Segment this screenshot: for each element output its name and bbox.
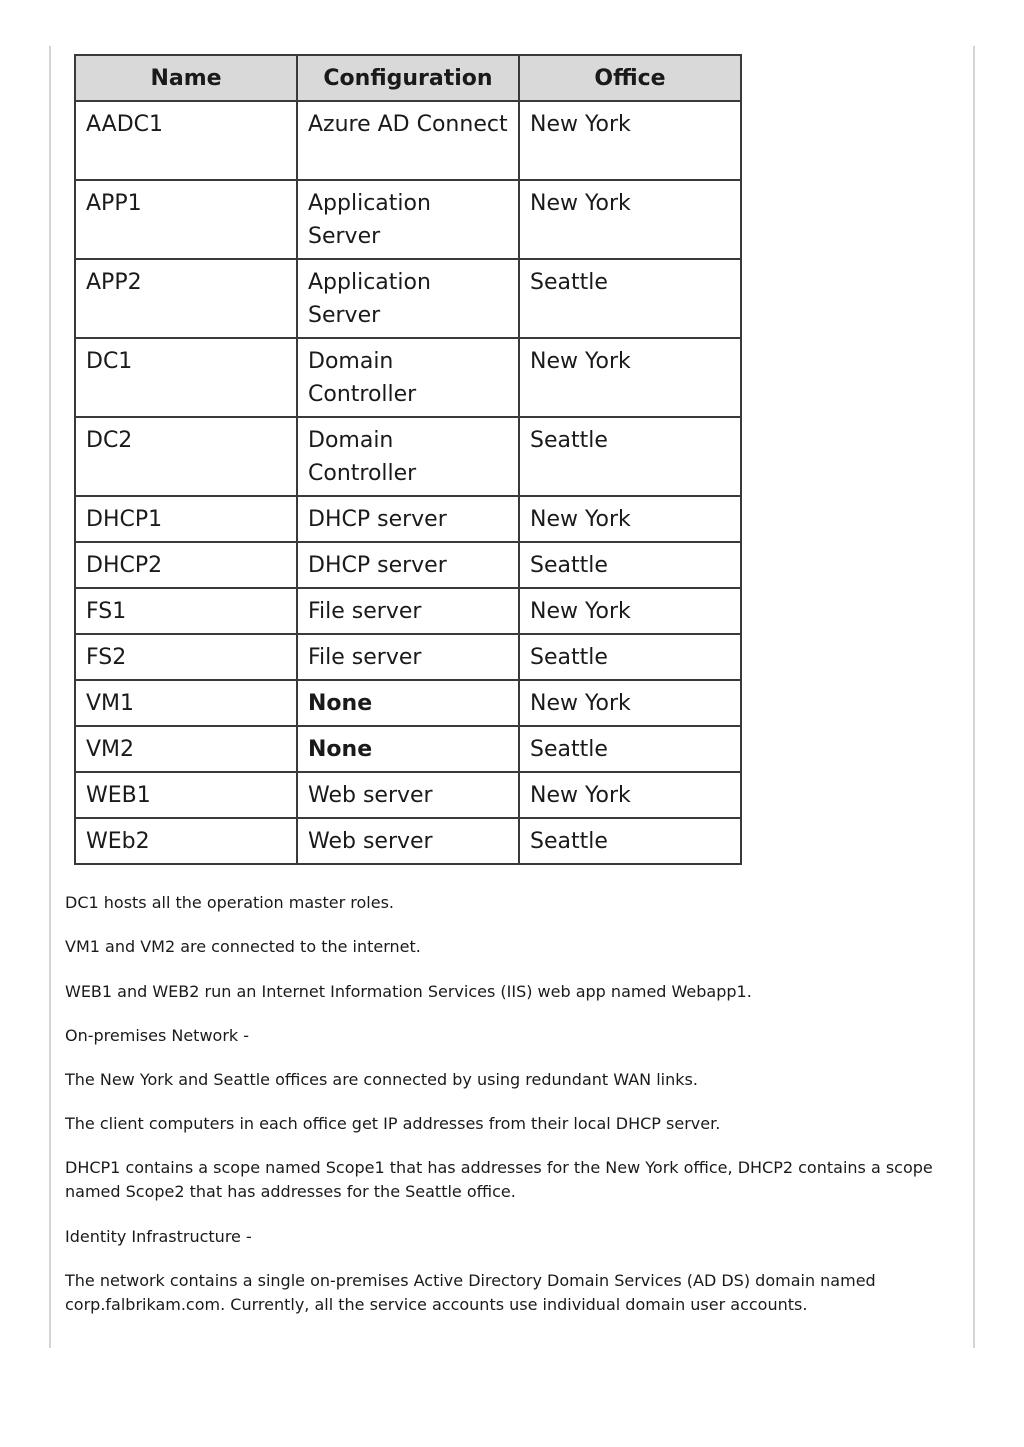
paragraph-operation-master: DC1 hosts all the operation master roles. xyxy=(65,893,394,912)
cell-configuration: Application Server xyxy=(297,180,519,259)
cell-office: New York xyxy=(519,588,741,634)
table-row xyxy=(75,180,741,259)
cell-office: New York xyxy=(519,680,741,726)
paragraph-ad-ds-domain: The network contains a single on-premises Active Directory Domain Services (AD DS) domain named corp.falbrikam.com. Currently, all the service accounts use individual domain user accounts. xyxy=(65,1271,876,1314)
cell-name: WEB1 xyxy=(75,772,297,818)
table-row xyxy=(75,417,741,496)
cell-name: DHCP1 xyxy=(75,496,297,542)
table-row xyxy=(75,542,741,588)
cell-office: Seattle xyxy=(519,259,741,338)
cell-name: FS2 xyxy=(75,634,297,680)
cell-name: AADC1 xyxy=(75,101,297,180)
cell-configuration: File server xyxy=(297,634,519,680)
table-row xyxy=(75,259,741,338)
cell-configuration: None xyxy=(297,726,519,772)
paragraph-dhcp-scopes: DHCP1 contains a scope named Scope1 that has addresses for the New York office, DHCP2 contains a scope named Scope2 that has addresses for the Seattle office. xyxy=(65,1158,933,1201)
heading-identity-infrastructure: Identity Infrastructure - xyxy=(65,1227,252,1246)
table-row xyxy=(75,818,741,864)
heading-on-premises-network: On-premises Network - xyxy=(65,1026,250,1045)
cell-name: DHCP2 xyxy=(75,542,297,588)
cell-configuration: File server xyxy=(297,588,519,634)
cell-office: Seattle xyxy=(519,818,741,864)
paragraph-web-iis: WEB1 and WEB2 run an Internet Information Services (IIS) web app named Webapp1. xyxy=(65,982,752,1001)
cell-office: New York xyxy=(519,180,741,259)
cell-name: APP1 xyxy=(75,180,297,259)
cell-configuration: DHCP server xyxy=(297,496,519,542)
header-name: Name xyxy=(75,55,297,101)
server-table xyxy=(74,54,742,865)
table-row xyxy=(75,496,741,542)
cell-configuration: Web server xyxy=(297,818,519,864)
table-row xyxy=(75,588,741,634)
header-office: Office xyxy=(519,55,741,101)
paragraph-wan-links: The New York and Seattle offices are connected by using redundant WAN links. xyxy=(65,1070,698,1089)
cell-office: Seattle xyxy=(519,542,741,588)
cell-office: New York xyxy=(519,338,741,417)
header-configuration: Configuration xyxy=(297,55,519,101)
table-row xyxy=(75,634,741,680)
table-row xyxy=(75,338,741,417)
cell-office: New York xyxy=(519,772,741,818)
cell-office: Seattle xyxy=(519,726,741,772)
table-row xyxy=(75,726,741,772)
cell-office: Seattle xyxy=(519,634,741,680)
table-row xyxy=(75,772,741,818)
cell-name: DC1 xyxy=(75,338,297,417)
cell-name: DC2 xyxy=(75,417,297,496)
table-row xyxy=(75,680,741,726)
cell-configuration: DHCP server xyxy=(297,542,519,588)
cell-name: VM2 xyxy=(75,726,297,772)
cell-configuration: Web server xyxy=(297,772,519,818)
cell-office: New York xyxy=(519,101,741,180)
paragraph-dhcp-clients: The client computers in each office get IP addresses from their local DHCP server. xyxy=(65,1114,721,1133)
cell-name: APP2 xyxy=(75,259,297,338)
cell-name: WEb2 xyxy=(75,818,297,864)
cell-office: Seattle xyxy=(519,417,741,496)
cell-configuration: Application Server xyxy=(297,259,519,338)
cell-configuration: Domain Controller xyxy=(297,338,519,417)
table-row xyxy=(75,101,741,180)
cell-configuration: Domain Controller xyxy=(297,417,519,496)
cell-configuration: None xyxy=(297,680,519,726)
cell-configuration: Azure AD Connect xyxy=(297,101,519,180)
table-header-row xyxy=(75,55,741,101)
paragraph-vm-internet: VM1 and VM2 are connected to the internet. xyxy=(65,937,421,956)
cell-office: New York xyxy=(519,496,741,542)
cell-name: VM1 xyxy=(75,680,297,726)
cell-name: FS1 xyxy=(75,588,297,634)
